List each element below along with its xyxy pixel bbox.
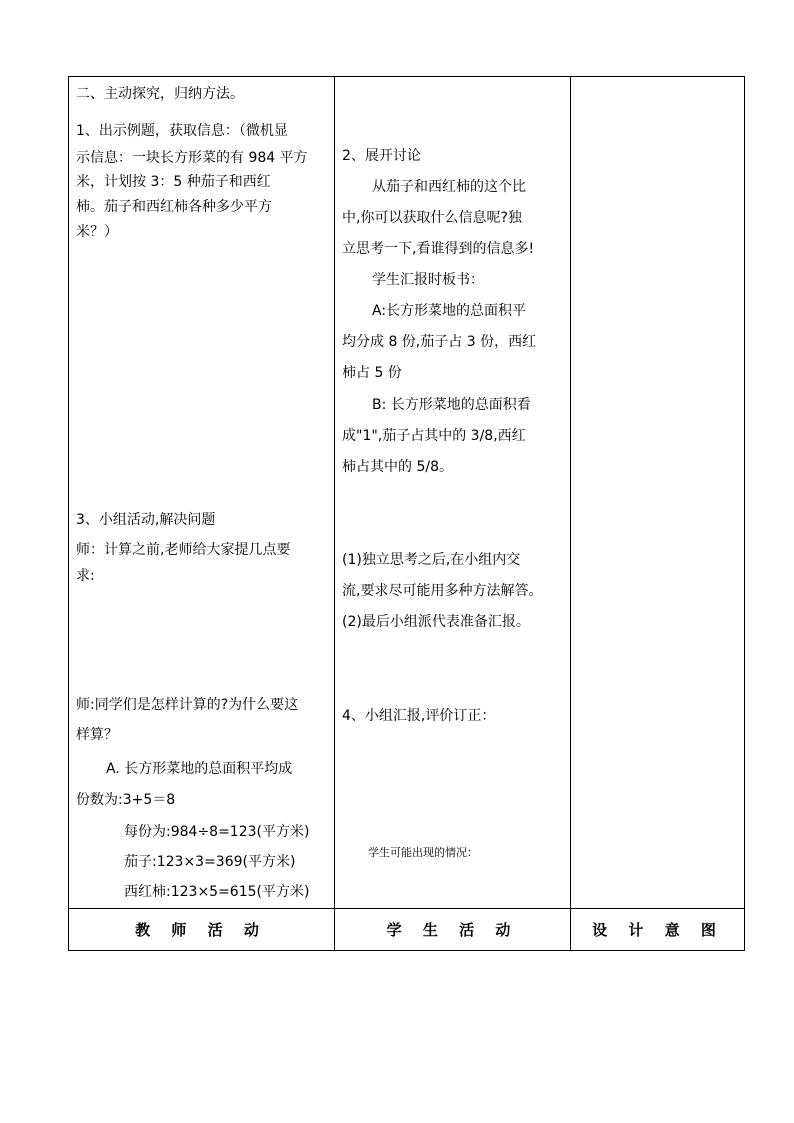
group-work-line-2: 流,要求尽可能用多种方法解答。 [342, 583, 543, 599]
group-activity-title: 3、小组活动,解决问题 [76, 512, 216, 528]
lesson-plan-table [68, 76, 745, 951]
group-work-line-3: (2)最后小组派代表准备汇报。 [342, 614, 530, 630]
header-teacher-activity: 教 师 活 动 [135, 921, 267, 939]
requirement-line-1: 师：计算之前,老师给大家提几点要 [76, 542, 291, 558]
point-b-line-2: 成"1",茄子占其中的 3/8,西红 [342, 428, 526, 444]
point-b-line-1: B: 长方形菜地的总面积看 [372, 397, 531, 413]
board-title: 学生汇报时板书： [372, 272, 484, 288]
example-line-3: 米，计划按 3：5 种茄子和西红 [76, 174, 271, 190]
discuss-line-2: 中,你可以获取什么信息呢?独 [342, 210, 522, 226]
section-heading: 二、主动探究，归纳方法。 [76, 86, 244, 102]
point-b-line-3: 柿占其中的 5/8。 [342, 459, 453, 475]
calc-tomato: 西红柿:123×5=615(平方米) [124, 884, 310, 900]
point-a-line-2: 均分成 8 份,茄子占 3 份，西红 [342, 334, 537, 350]
solution-a-line-2: 份数为:3+5＝8 [76, 792, 176, 808]
column-divider-1 [334, 76, 335, 951]
example-line-1: 1、出示例题，获取信息：（微机显 [76, 123, 288, 139]
calc-eggplant: 茄子:123×3=369(平方米) [124, 854, 296, 870]
requirement-line-2: 求: [76, 568, 95, 584]
example-line-4: 柿。茄子和西红柿各种多少平方 [76, 199, 272, 215]
group-work-line-1: (1)独立思考之后,在小组内交 [342, 552, 521, 568]
example-line-2: 示信息：一块长方形菜的有 984 平方 [76, 150, 308, 166]
point-a-line-3: 柿占 5 份 [342, 365, 402, 381]
point-a-line-1: A:长方形菜地的总面积平 [372, 303, 527, 319]
discuss-line-3: 立思考一下,看谁得到的信息多! [342, 241, 535, 257]
header-student-activity: 学 生 活 动 [386, 921, 519, 939]
solution-a-line-1: A. 长方形菜地的总面积平均成 [106, 761, 293, 777]
discuss-line-1: 从茄子和西红柿的这个比 [372, 179, 526, 195]
question-line-2: 样算？ [76, 727, 118, 743]
possible-situations: 学生可能出现的情况： [368, 846, 478, 859]
calc-per-part: 每份为:984÷8=123(平方米) [124, 824, 310, 840]
column-divider-2 [570, 76, 571, 951]
example-line-5: 米？） [76, 224, 118, 240]
question-line-1: 师:同学们是怎样计算的?为什么要这 [76, 697, 299, 713]
header-design-intent: 设 计 意 图 [592, 921, 724, 939]
report-title: 4、小组汇报,评价订正： [342, 708, 496, 724]
discuss-title: 2、展开讨论 [342, 148, 421, 164]
